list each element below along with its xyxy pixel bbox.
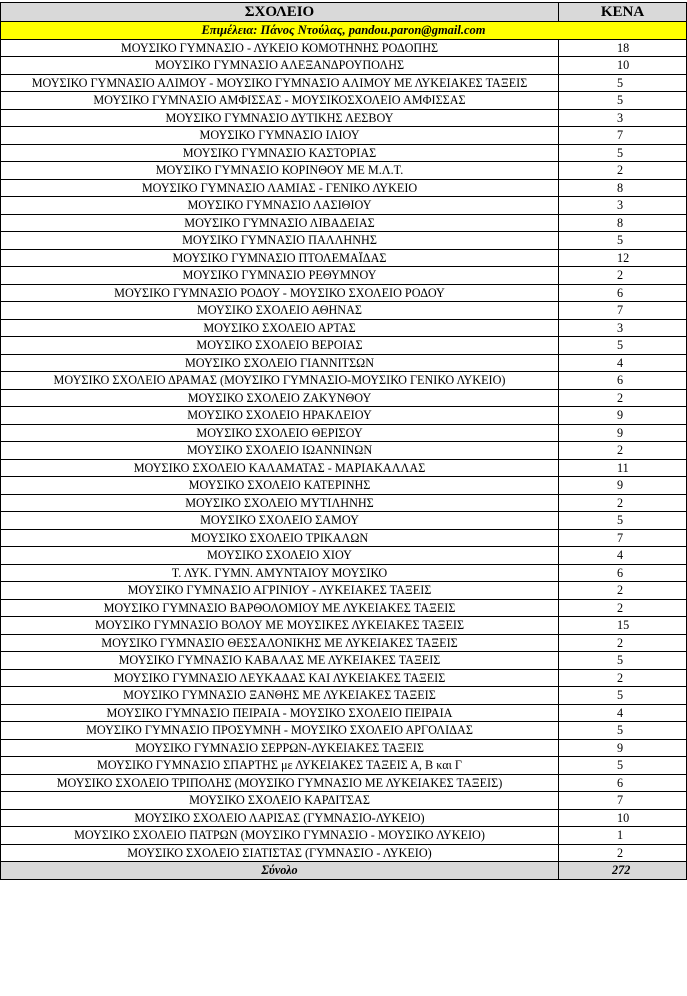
- table-row: [1, 249, 687, 267]
- school-name-cell: ΜΟΥΣΙΚΟ ΓΥΜΝΑΣΙΟ ΑΓΡΙΝΙΟΥ - ΛΥΚΕΙΑΚΕΣ ΤΑΞΕΙΣ: [1, 582, 559, 600]
- vacancies-cell: 5: [559, 92, 687, 110]
- vacancies-cell: 10: [559, 57, 687, 75]
- table-row: [1, 739, 687, 757]
- table-row: [1, 564, 687, 582]
- school-name-cell: ΜΟΥΣΙΚΟ ΓΥΜΝΑΣΙΟ ΚΑΣΤΟΡΙΑΣ: [1, 144, 559, 162]
- table-row: [1, 757, 687, 775]
- table-row: [1, 494, 687, 512]
- school-name-cell: ΜΟΥΣΙΚΟ ΓΥΜΝΑΣΙΟ ΛΑΣΙΘΙΟΥ: [1, 197, 559, 215]
- header-row: [1, 3, 687, 22]
- vacancies-cell: 6: [559, 284, 687, 302]
- vacancies-cell: 2: [559, 669, 687, 687]
- table-row: [1, 704, 687, 722]
- table-row: [1, 267, 687, 285]
- table-row: [1, 844, 687, 862]
- table-row: [1, 144, 687, 162]
- vacancies-cell: 5: [559, 652, 687, 670]
- school-name-cell: ΜΟΥΣΙΚΟ ΣΧΟΛΕΙΟ ΚΑΡΔΙΤΣΑΣ: [1, 792, 559, 810]
- table-row: [1, 232, 687, 250]
- school-name-cell: Τ. ΛΥΚ. ΓΥΜΝ. ΑΜΥΝΤΑΙΟΥ ΜΟΥΣΙΚΟ: [1, 564, 559, 582]
- vacancies-cell: 7: [559, 792, 687, 810]
- table-row: [1, 669, 687, 687]
- school-name-cell: ΜΟΥΣΙΚΟ ΓΥΜΝΑΣΙΟ ΛΕΥΚΑΔΑΣ ΚΑΙ ΛΥΚΕΙΑΚΕΣ ΤΑΞΕΙΣ: [1, 669, 559, 687]
- vacancies-cell: 9: [559, 407, 687, 425]
- school-name-cell: ΜΟΥΣΙΚΟ ΓΥΜΝΑΣΙΟ ΑΛΕΞΑΝΔΡΟΥΠΟΛΗΣ: [1, 57, 559, 75]
- school-name-cell: ΜΟΥΣΙΚΟ ΣΧΟΛΕΙΟ ΣΑΜΟΥ: [1, 512, 559, 530]
- vacancies-cell: 9: [559, 477, 687, 495]
- vacancies-cell: 2: [559, 442, 687, 460]
- school-name-cell: ΜΟΥΣΙΚΟ ΣΧΟΛΕΙΟ ΚΑΤΕΡΙΝΗΣ: [1, 477, 559, 495]
- table-row: [1, 459, 687, 477]
- school-name-cell: ΜΟΥΣΙΚΟ ΓΥΜΝΑΣΙΟ ΒΟΛΟΥ ΜΕ ΜΟΥΣΙΚΕΣ ΛΥΚΕΙΑΚΕΣ ΤΑΞΕΙΣ: [1, 617, 559, 635]
- vacancies-cell: 5: [559, 757, 687, 775]
- table-row: [1, 372, 687, 390]
- school-name-cell: ΜΟΥΣΙΚΟ ΣΧΟΛΕΙΟ ΒΕΡΟΙΑΣ: [1, 337, 559, 355]
- table-row: [1, 687, 687, 705]
- school-column-header: ΣΧΟΛΕΙΟ: [1, 3, 559, 22]
- school-name-cell: ΜΟΥΣΙΚΟ ΓΥΜΝΑΣΙΟ ΚΟΡΙΝΘΟΥ ΜΕ Μ.Λ.Τ.: [1, 162, 559, 180]
- vacancies-cell: 15: [559, 617, 687, 635]
- vacancies-cell: 5: [559, 232, 687, 250]
- credit-row: [1, 22, 687, 40]
- vacancies-cell: 8: [559, 179, 687, 197]
- school-name-cell: ΜΟΥΣΙΚΟ ΓΥΜΝΑΣΙΟ ΑΛΙΜΟΥ - ΜΟΥΣΙΚΟ ΓΥΜΝΑΣΙΟ ΑΛΙΜΟΥ ΜΕ ΛΥΚΕΙΑΚΕΣ ΤΑΞΕΙΣ: [1, 74, 559, 92]
- vacancies-cell: 10: [559, 809, 687, 827]
- table-row: [1, 652, 687, 670]
- school-name-cell: ΜΟΥΣΙΚΟ ΓΥΜΝΑΣΙΟ ΒΑΡΘΟΛΟΜΙΟΥ ΜΕ ΛΥΚΕΙΑΚΕΣ ΤΑΞΕΙΣ: [1, 599, 559, 617]
- credit-text: Επιμέλεια: Πάνος Ντούλας, pandou.paron@gmail.com: [1, 22, 687, 40]
- vacancies-cell: 5: [559, 337, 687, 355]
- school-name-cell: ΜΟΥΣΙΚΟ ΓΥΜΝΑΣΙΟ ΣΠΑΡΤΗΣ με ΛΥΚΕΙΑΚΕΣ ΤΑΞΕΙΣ Α, Β και Γ: [1, 757, 559, 775]
- vacancies-cell: 9: [559, 424, 687, 442]
- vacancies-cell: 4: [559, 354, 687, 372]
- school-name-cell: ΜΟΥΣΙΚΟ ΣΧΟΛΕΙΟ ΠΑΤΡΩΝ (ΜΟΥΣΙΚΟ ΓΥΜΝΑΣΙΟ - ΜΟΥΣΙΚΟ ΛΥΚΕΙΟ): [1, 827, 559, 845]
- vacancies-cell: 5: [559, 74, 687, 92]
- school-name-cell: ΜΟΥΣΙΚΟ ΣΧΟΛΕΙΟ ΗΡΑΚΛΕΙΟΥ: [1, 407, 559, 425]
- table-row: [1, 92, 687, 110]
- table-row: [1, 617, 687, 635]
- vacancies-cell: 1: [559, 827, 687, 845]
- school-name-cell: ΜΟΥΣΙΚΟ ΣΧΟΛΕΙΟ ΙΩΑΝΝΙΝΩΝ: [1, 442, 559, 460]
- school-name-cell: ΜΟΥΣΙΚΟ ΓΥΜΝΑΣΙΟ - ΛΥΚΕΙΟ ΚΟΜΟΤΗΝΗΣ ΡΟΔΟΠΗΣ: [1, 39, 559, 57]
- vacancies-column-header: ΚΕΝΑ: [559, 3, 687, 22]
- table-row: [1, 442, 687, 460]
- school-name-cell: ΜΟΥΣΙΚΟ ΣΧΟΛΕΙΟ ΖΑΚΥΝΘΟΥ: [1, 389, 559, 407]
- school-name-cell: ΜΟΥΣΙΚΟ ΓΥΜΝΑΣΙΟ ΠΤΟΛΕΜΑΪΔΑΣ: [1, 249, 559, 267]
- vacancies-cell: 4: [559, 704, 687, 722]
- table-row: [1, 634, 687, 652]
- school-name-cell: ΜΟΥΣΙΚΟ ΓΥΜΝΑΣΙΟ ΑΜΦΙΣΣΑΣ - ΜΟΥΣΙΚΟΣΧΟΛΕΙΟ ΑΜΦΙΣΣΑΣ: [1, 92, 559, 110]
- school-name-cell: ΜΟΥΣΙΚΟ ΓΥΜΝΑΣΙΟ ΚΑΒΑΛΑΣ ΜΕ ΛΥΚΕΙΑΚΕΣ ΤΑΞΕΙΣ: [1, 652, 559, 670]
- school-name-cell: ΜΟΥΣΙΚΟ ΣΧΟΛΕΙΟ ΚΑΛΑΜΑΤΑΣ - ΜΑΡΙΑΚΑΛΛΑΣ: [1, 459, 559, 477]
- school-name-cell: ΜΟΥΣΙΚΟ ΣΧΟΛΕΙΟ ΜΥΤΙΛΗΝΗΣ: [1, 494, 559, 512]
- table-row: [1, 302, 687, 320]
- vacancies-cell: 5: [559, 687, 687, 705]
- vacancies-cell: 2: [559, 844, 687, 862]
- school-name-cell: ΜΟΥΣΙΚΟ ΣΧΟΛΕΙΟ ΑΘΗΝΑΣ: [1, 302, 559, 320]
- vacancies-cell: 6: [559, 564, 687, 582]
- table-row: [1, 74, 687, 92]
- total-value: 272: [559, 862, 687, 880]
- school-name-cell: ΜΟΥΣΙΚΟ ΓΥΜΝΑΣΙΟ ΠΑΛΛΗΝΗΣ: [1, 232, 559, 250]
- vacancies-cell: 3: [559, 197, 687, 215]
- vacancies-cell: 2: [559, 162, 687, 180]
- vacancies-cell: 9: [559, 739, 687, 757]
- table-row: [1, 57, 687, 75]
- school-name-cell: ΜΟΥΣΙΚΟ ΓΥΜΝΑΣΙΟ ΞΑΝΘΗΣ ΜΕ ΛΥΚΕΙΑΚΕΣ ΤΑΞΕΙΣ: [1, 687, 559, 705]
- table-row: [1, 529, 687, 547]
- school-name-cell: ΜΟΥΣΙΚΟ ΓΥΜΝΑΣΙΟ ΡΕΘΥΜΝΟΥ: [1, 267, 559, 285]
- vacancies-cell: 12: [559, 249, 687, 267]
- vacancies-cell: 2: [559, 634, 687, 652]
- vacancies-cell: 11: [559, 459, 687, 477]
- table-row: [1, 547, 687, 565]
- school-name-cell: ΜΟΥΣΙΚΟ ΣΧΟΛΕΙΟ ΔΡΑΜΑΣ (ΜΟΥΣΙΚΟ ΓΥΜΝΑΣΙΟ-ΜΟΥΣΙΚΟ ΓΕΝΙΚΟ ΛΥΚΕΙΟ): [1, 372, 559, 390]
- school-name-cell: ΜΟΥΣΙΚΟ ΓΥΜΝΑΣΙΟ ΘΕΣΣΑΛΟΝΙΚΗΣ ΜΕ ΛΥΚΕΙΑΚΕΣ ΤΑΞΕΙΣ: [1, 634, 559, 652]
- vacancies-cell: 4: [559, 547, 687, 565]
- school-name-cell: ΜΟΥΣΙΚΟ ΓΥΜΝΑΣΙΟ ΡΟΔΟΥ - ΜΟΥΣΙΚΟ ΣΧΟΛΕΙΟ ΡΟΔΟΥ: [1, 284, 559, 302]
- table-row: [1, 337, 687, 355]
- table-row: [1, 127, 687, 145]
- table-row: [1, 214, 687, 232]
- vacancies-cell: 5: [559, 512, 687, 530]
- school-name-cell: ΜΟΥΣΙΚΟ ΓΥΜΝΑΣΙΟ ΠΕΙΡΑΙΑ - ΜΟΥΣΙΚΟ ΣΧΟΛΕΙΟ ΠΕΙΡΑΙΑ: [1, 704, 559, 722]
- table-row: [1, 512, 687, 530]
- vacancies-cell: 7: [559, 302, 687, 320]
- school-name-cell: ΜΟΥΣΙΚΟ ΣΧΟΛΕΙΟ ΤΡΙΚΑΛΩΝ: [1, 529, 559, 547]
- school-name-cell: ΜΟΥΣΙΚΟ ΣΧΟΛΕΙΟ ΘΕΡΙΣΟΥ: [1, 424, 559, 442]
- vacancies-cell: 6: [559, 372, 687, 390]
- vacancies-cell: 7: [559, 127, 687, 145]
- vacancies-cell: 18: [559, 39, 687, 57]
- table-row: [1, 354, 687, 372]
- table-row: [1, 407, 687, 425]
- total-row: [1, 862, 687, 880]
- school-name-cell: ΜΟΥΣΙΚΟ ΓΥΜΝΑΣΙΟ ΔΥΤΙΚΗΣ ΛΕΣΒΟΥ: [1, 109, 559, 127]
- vacancies-cell: 8: [559, 214, 687, 232]
- school-name-cell: ΜΟΥΣΙΚΟ ΣΧΟΛΕΙΟ ΣΙΑΤΙΣΤΑΣ (ΓΥΜΝΑΣΙΟ - ΛΥΚΕΙΟ): [1, 844, 559, 862]
- table-row: [1, 722, 687, 740]
- table-row: [1, 477, 687, 495]
- school-name-cell: ΜΟΥΣΙΚΟ ΣΧΟΛΕΙΟ ΛΑΡΙΣΑΣ (ΓΥΜΝΑΣΙΟ-ΛΥΚΕΙΟ): [1, 809, 559, 827]
- table-row: [1, 424, 687, 442]
- vacancies-cell: 2: [559, 599, 687, 617]
- table-row: [1, 599, 687, 617]
- vacancies-table: [0, 2, 687, 880]
- vacancies-cell: 3: [559, 109, 687, 127]
- table-row: [1, 792, 687, 810]
- table-row: [1, 319, 687, 337]
- school-name-cell: ΜΟΥΣΙΚΟ ΣΧΟΛΕΙΟ ΤΡΙΠΟΛΗΣ (ΜΟΥΣΙΚΟ ΓΥΜΝΑΣΙΟ ΜΕ ΛΥΚΕΙΑΚΕΣ ΤΑΞΕΙΣ): [1, 774, 559, 792]
- school-name-cell: ΜΟΥΣΙΚΟ ΣΧΟΛΕΙΟ ΧΙΟΥ: [1, 547, 559, 565]
- table-row: [1, 109, 687, 127]
- school-name-cell: ΜΟΥΣΙΚΟ ΓΥΜΝΑΣΙΟ ΣΕΡΡΩΝ-ΛΥΚΕΙΑΚΕΣ ΤΑΞΕΙΣ: [1, 739, 559, 757]
- table-row: [1, 774, 687, 792]
- school-name-cell: ΜΟΥΣΙΚΟ ΣΧΟΛΕΙΟ ΓΙΑΝΝΙΤΣΩΝ: [1, 354, 559, 372]
- table-row: [1, 809, 687, 827]
- total-label: Σύνολο: [1, 862, 559, 880]
- table-row: [1, 179, 687, 197]
- school-name-cell: ΜΟΥΣΙΚΟ ΓΥΜΝΑΣΙΟ ΙΛΙΟΥ: [1, 127, 559, 145]
- table-row: [1, 39, 687, 57]
- table-row: [1, 582, 687, 600]
- vacancies-cell: 7: [559, 529, 687, 547]
- vacancies-cell: 3: [559, 319, 687, 337]
- vacancies-cell: 2: [559, 582, 687, 600]
- vacancies-cell: 2: [559, 494, 687, 512]
- table-row: [1, 389, 687, 407]
- school-name-cell: ΜΟΥΣΙΚΟ ΓΥΜΝΑΣΙΟ ΛΙΒΑΔΕΙΑΣ: [1, 214, 559, 232]
- vacancies-cell: 5: [559, 722, 687, 740]
- school-name-cell: ΜΟΥΣΙΚΟ ΓΥΜΝΑΣΙΟ ΠΡΟΣΥΜΝΗ - ΜΟΥΣΙΚΟ ΣΧΟΛΕΙΟ ΑΡΓΟΛΙΔΑΣ: [1, 722, 559, 740]
- school-name-cell: ΜΟΥΣΙΚΟ ΓΥΜΝΑΣΙΟ ΛΑΜΙΑΣ - ΓΕΝΙΚΟ ΛΥΚΕΙΟ: [1, 179, 559, 197]
- vacancies-cell: 5: [559, 144, 687, 162]
- table-row: [1, 197, 687, 215]
- table-row: [1, 284, 687, 302]
- vacancies-cell: 2: [559, 267, 687, 285]
- vacancies-cell: 6: [559, 774, 687, 792]
- table-row: [1, 162, 687, 180]
- school-name-cell: ΜΟΥΣΙΚΟ ΣΧΟΛΕΙΟ ΑΡΤΑΣ: [1, 319, 559, 337]
- table-row: [1, 827, 687, 845]
- vacancies-cell: 2: [559, 389, 687, 407]
